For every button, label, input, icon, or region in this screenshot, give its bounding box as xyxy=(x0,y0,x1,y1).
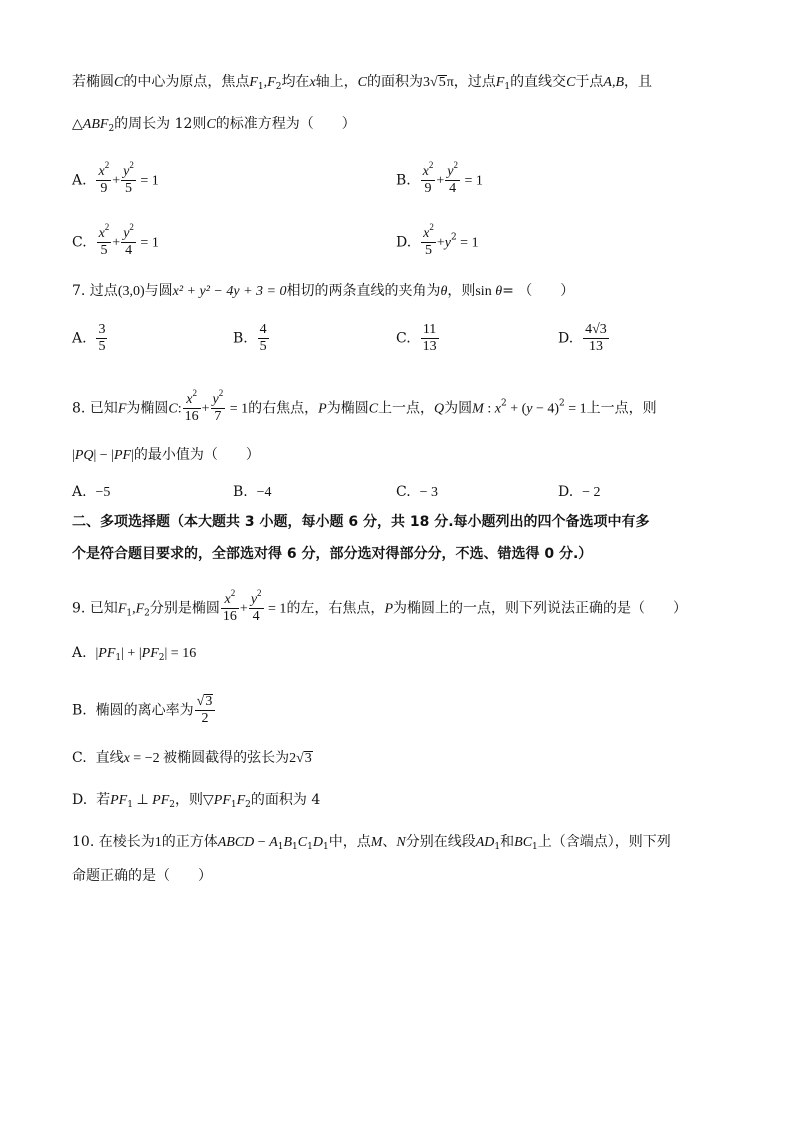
q6-option-d[interactable]: D. $\frac{x^2}{5}$ $+y^2 = 1$ xyxy=(396,222,479,258)
q7-option-c[interactable]: C. $\frac{11}{13}$ xyxy=(396,322,437,354)
q8-line2: |PQ| − |PF|的最小值为（ ） xyxy=(72,447,260,463)
q6-option-c[interactable]: C. $\frac{x^2}{5}$ + $\frac{y^2}{4}$ = 1 xyxy=(72,222,159,258)
q7-option-b[interactable]: B. $\frac{4}{5}$ xyxy=(233,322,267,354)
q9-option-c[interactable]: C. 直线x = −2 被椭圆截得的弦长为2√3 xyxy=(72,750,312,766)
q9-option-b[interactable]: B. 椭圆的离心率为 $\frac{√3}{2}$ xyxy=(72,694,216,727)
q8-stem: 8. 已知F为椭圆C: $\frac{x^2}{16}$ + $\frac{y^2}{7}$ = 1的右焦点，P为椭圆C上一点，Q为圆M : $x^2 + (y - 4)^2 = 1$上一点，则 xyxy=(72,388,657,424)
section2-heading-line1: 二、多项选择题（本大题共 3 小题，每小题 6 分，共 18 分.每小题列出的四个备选项中有多 xyxy=(72,514,650,530)
q10-stem: 10. 在棱长为1的正方体ABCD − $A_1B_1C_1D_1$中，点M、N分别在线段$AD_1$和$BC_1$上（含端点），则下列 xyxy=(72,834,671,852)
q7-option-d[interactable]: D. $\frac{4√3}{13}$ xyxy=(558,322,607,354)
q6-line2: $\triangle ABF_2$的周长为 12则C的标准方程为（ ） xyxy=(72,116,356,134)
q8-option-a[interactable]: A. −5 xyxy=(72,484,111,500)
q9-stem: 9. 已知$F_1,F_2$分别是椭圆 $\frac{x^2}{16}$ + $\frac{y^2}{4}$ = 1的左，右焦点，P为椭圆上的一点，则下列说法正确的是（ ） xyxy=(72,588,687,624)
q6-line1: 若椭圆C的中心为原点，焦点$F_1,F_2$均在x轴上，C的面积为3√5π，过点$F_1$的直线交C于点A,B，且 xyxy=(72,74,653,92)
q9-option-a[interactable]: A. $|PF_1| + |PF_2| = 16$ xyxy=(72,645,197,663)
q9-option-d[interactable]: D. 若$PF_1$ ⊥ $PF_2$，则$▽PF_1F_2$的面积为 4 xyxy=(72,792,321,810)
q8-option-c[interactable]: C. − 3 xyxy=(396,484,438,500)
q6-option-a[interactable]: A. $\frac{x^2}{9}$ + $\frac{y^2}{5}$ = 1 xyxy=(72,160,159,196)
q7-stem: 7. 过点(3,0)与圆x² + y² − 4y + 3 = 0相切的两条直线的夹角为θ，则sin θ= （ ） xyxy=(72,283,575,299)
q8-option-b[interactable]: B. −4 xyxy=(233,484,272,500)
section2-heading-line2: 个是符合题目要求的，全部选对得 6 分，部分选对得部分分，不选、错选得 0 分.） xyxy=(72,546,593,562)
q10-line2: 命题正确的是（ ） xyxy=(72,868,212,884)
q6-option-b[interactable]: B. $\frac{x^2}{9}$ + $\frac{y^2}{4}$ = 1 xyxy=(396,160,483,196)
q7-option-a[interactable]: A. $\frac{3}{5}$ xyxy=(72,322,106,354)
q8-option-d[interactable]: D. − 2 xyxy=(558,484,601,500)
